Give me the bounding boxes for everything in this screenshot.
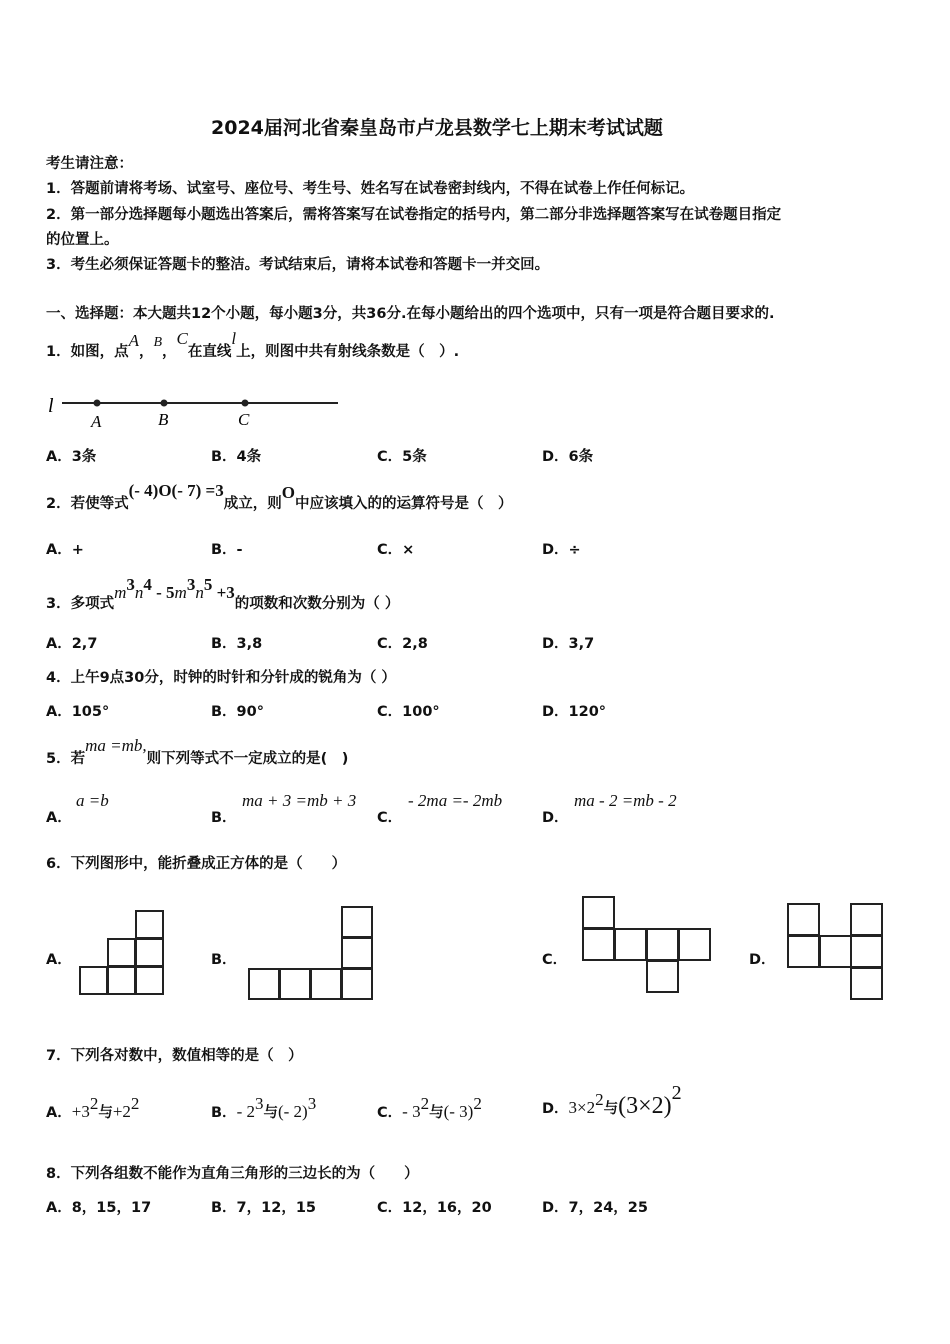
- q6-option-b-label: B．: [211, 952, 237, 968]
- q2-mid: 成立，则: [223, 496, 282, 512]
- q1-option-c: C．5条: [377, 449, 427, 465]
- q2-pre: 2．若使等式: [46, 496, 129, 512]
- q5-option-b-expr: ma + 3 =mb + 3: [242, 791, 357, 810]
- q7-option-c: C．- $3^2$与(- 3)$^2$: [377, 1094, 482, 1121]
- net-square: [107, 966, 136, 995]
- net-square: [135, 938, 164, 967]
- q3-option-c: C．2,8: [377, 636, 428, 652]
- q3-option-b: B．3,8: [211, 636, 263, 652]
- q1-mid: 在直线: [187, 344, 232, 360]
- net-square: [582, 928, 615, 961]
- net-square: [135, 966, 164, 995]
- net-square: [279, 968, 311, 1000]
- q7-yu: 与: [98, 1105, 113, 1121]
- q2-option-a: A．+: [46, 542, 84, 558]
- net-square: [787, 903, 820, 936]
- q1-point-c: C: [176, 329, 188, 348]
- net-square: [341, 906, 373, 938]
- notice-item: 3．考生必须保证答题卡的整洁。考试结束后，请将本试卷和答题卡一并交回。: [46, 257, 550, 273]
- q4-option-d: D．120°: [542, 704, 607, 720]
- question-8: 8．下列各组数不能作为直角三角形的三边长的为（ ）: [46, 1166, 419, 1182]
- q1-point-b: B: [153, 335, 163, 350]
- q5-option-d-label: D．: [542, 810, 569, 826]
- q3-post: 的项数和次数分别为（ ）: [234, 596, 400, 612]
- net-square: [341, 968, 373, 1000]
- question-6: 6．下列图形中，能折叠成正方体的是（ ）: [46, 856, 347, 872]
- q5-option-c-expr: - 2ma =- 2mb: [408, 791, 503, 810]
- q8-option-c: C．12，16，20: [377, 1200, 492, 1216]
- q7-option-b: B．- $2^3$与(- 2)$^3$: [211, 1094, 317, 1121]
- q1-figure-label-b: B: [158, 410, 169, 429]
- q1-pre: 1．如图，点: [46, 344, 129, 360]
- notice-item: 1．答题前请将考场、试室号、座位号、考生号、姓名写在试卷密封线内，不得在试卷上作任何标记。: [46, 181, 695, 197]
- q1-option-a: A．3条: [46, 449, 97, 465]
- net-square: [678, 928, 711, 961]
- q2-equation: (- 4)O(- 7) =3: [128, 481, 224, 500]
- q5-option-c-label: C．: [377, 810, 403, 826]
- q1-option-b: B．4条: [211, 449, 262, 465]
- question-5: [46, 736, 349, 768]
- q1-figure-dot-a: [94, 400, 101, 407]
- q1-option-d: D．6条: [542, 449, 594, 465]
- q7-yu: 与: [603, 1101, 619, 1117]
- q1-figure-dot-b: [161, 400, 168, 407]
- q8-option-d: D．7，24，25: [542, 1200, 648, 1216]
- page-title: 2024届河北省秦皇岛市卢龙县数学七上期末考试试题: [211, 117, 663, 139]
- notice-heading: 考生请注意：: [46, 156, 133, 172]
- q5-equation: ma =mb,: [85, 736, 147, 755]
- q2-option-d: D．÷: [542, 542, 581, 558]
- q1-figure-label-c: C: [238, 410, 250, 429]
- net-square: [248, 968, 280, 1000]
- question-3: [46, 575, 400, 613]
- section-heading: 一、选择题：本大题共12个小题，每小题3分，共36分.在每小题给出的四个选项中，只有一项是符合题目要求的.: [46, 306, 775, 322]
- q1-figure-label-l: l: [48, 395, 54, 417]
- q6-option-c-label: C．: [542, 952, 568, 968]
- q8-option-b: B．7，12，15: [211, 1200, 316, 1216]
- q1-figure: [40, 390, 350, 432]
- q1-point-a: A: [128, 331, 139, 350]
- q2-post: 中应该填入的的运算符号是（ ）: [294, 496, 513, 512]
- q3-option-d: D．3,7: [542, 636, 595, 652]
- q1-line-l: l: [231, 329, 237, 348]
- net-square: [646, 928, 679, 961]
- notice-item: 2．第一部分选择题每小题选出答案后，需将答案写在试卷指定的括号内，第二部分非选择题答案写在试卷题目指定: [46, 207, 782, 223]
- q5-option-b-label: B．: [211, 810, 237, 826]
- question-1: [46, 329, 460, 361]
- q5-option-a-label: A．: [46, 810, 72, 826]
- net-square: [850, 967, 883, 1000]
- q5-post: 则下列等式不一定成立的是( ): [146, 751, 349, 767]
- question-4: 4．上午9点30分，时钟的时针和分针成的锐角为（ ）: [46, 670, 396, 686]
- q7-option-d: D．$3\times 2^2$与$(3\times 2)^2$: [542, 1082, 682, 1119]
- q7-option-a: A．$+3^2$与$+2^2$: [46, 1094, 140, 1121]
- net-square: [850, 935, 883, 968]
- q1-post: 上，则图中共有射线条数是（ ）.: [236, 344, 460, 360]
- q6-option-d-label: D．: [749, 952, 776, 968]
- q8-option-a: A．8，15，17: [46, 1200, 152, 1216]
- q7-yu: 与: [263, 1105, 278, 1121]
- question-2: [46, 481, 513, 513]
- net-square: [79, 966, 108, 995]
- q3-polynomial: $m^3n^4 - 5m^3n^5 +3$: [114, 575, 235, 602]
- net-square: [787, 935, 820, 968]
- q2-option-b: B．-: [211, 542, 243, 558]
- q4-option-c: C．100°: [377, 704, 440, 720]
- net-square: [582, 896, 615, 929]
- q6-option-a-label: A．: [46, 952, 72, 968]
- q1-figure-label-a: A: [91, 412, 102, 431]
- q7-option-d-label: D．: [542, 1101, 569, 1117]
- q2-operator-symbol: O: [281, 483, 295, 502]
- q1-sep: ，: [138, 344, 154, 360]
- q4-option-b: B．90°: [211, 704, 264, 720]
- q1-sep: ，: [162, 344, 177, 360]
- q3-option-a: A．2,7: [46, 636, 98, 652]
- net-square: [341, 937, 373, 969]
- q3-pre: 3．多项式: [46, 596, 115, 612]
- q5-option-a-expr: a =b: [76, 791, 109, 810]
- net-square: [614, 928, 647, 961]
- net-square: [107, 938, 136, 967]
- net-square: [819, 935, 852, 968]
- q5-option-d-expr: ma - 2 =mb - 2: [574, 791, 677, 810]
- q7-option-c-label: C．: [377, 1105, 403, 1121]
- q5-pre: 5．若: [46, 751, 86, 767]
- net-square: [310, 968, 342, 1000]
- net-square: [135, 910, 164, 939]
- q1-figure-dot-c: [242, 400, 249, 407]
- notice-item: 的位置上。: [46, 232, 119, 248]
- q7-option-a-label: A．: [46, 1105, 72, 1121]
- question-7: 7．下列各对数中，数值相等的是（ ）: [46, 1048, 303, 1064]
- net-square: [850, 903, 883, 936]
- q4-option-a: A．105°: [46, 704, 110, 720]
- q2-option-c: C．×: [377, 542, 415, 558]
- net-square: [646, 960, 679, 993]
- q7-option-b-label: B．: [211, 1105, 237, 1121]
- q7-yu: 与: [429, 1105, 444, 1121]
